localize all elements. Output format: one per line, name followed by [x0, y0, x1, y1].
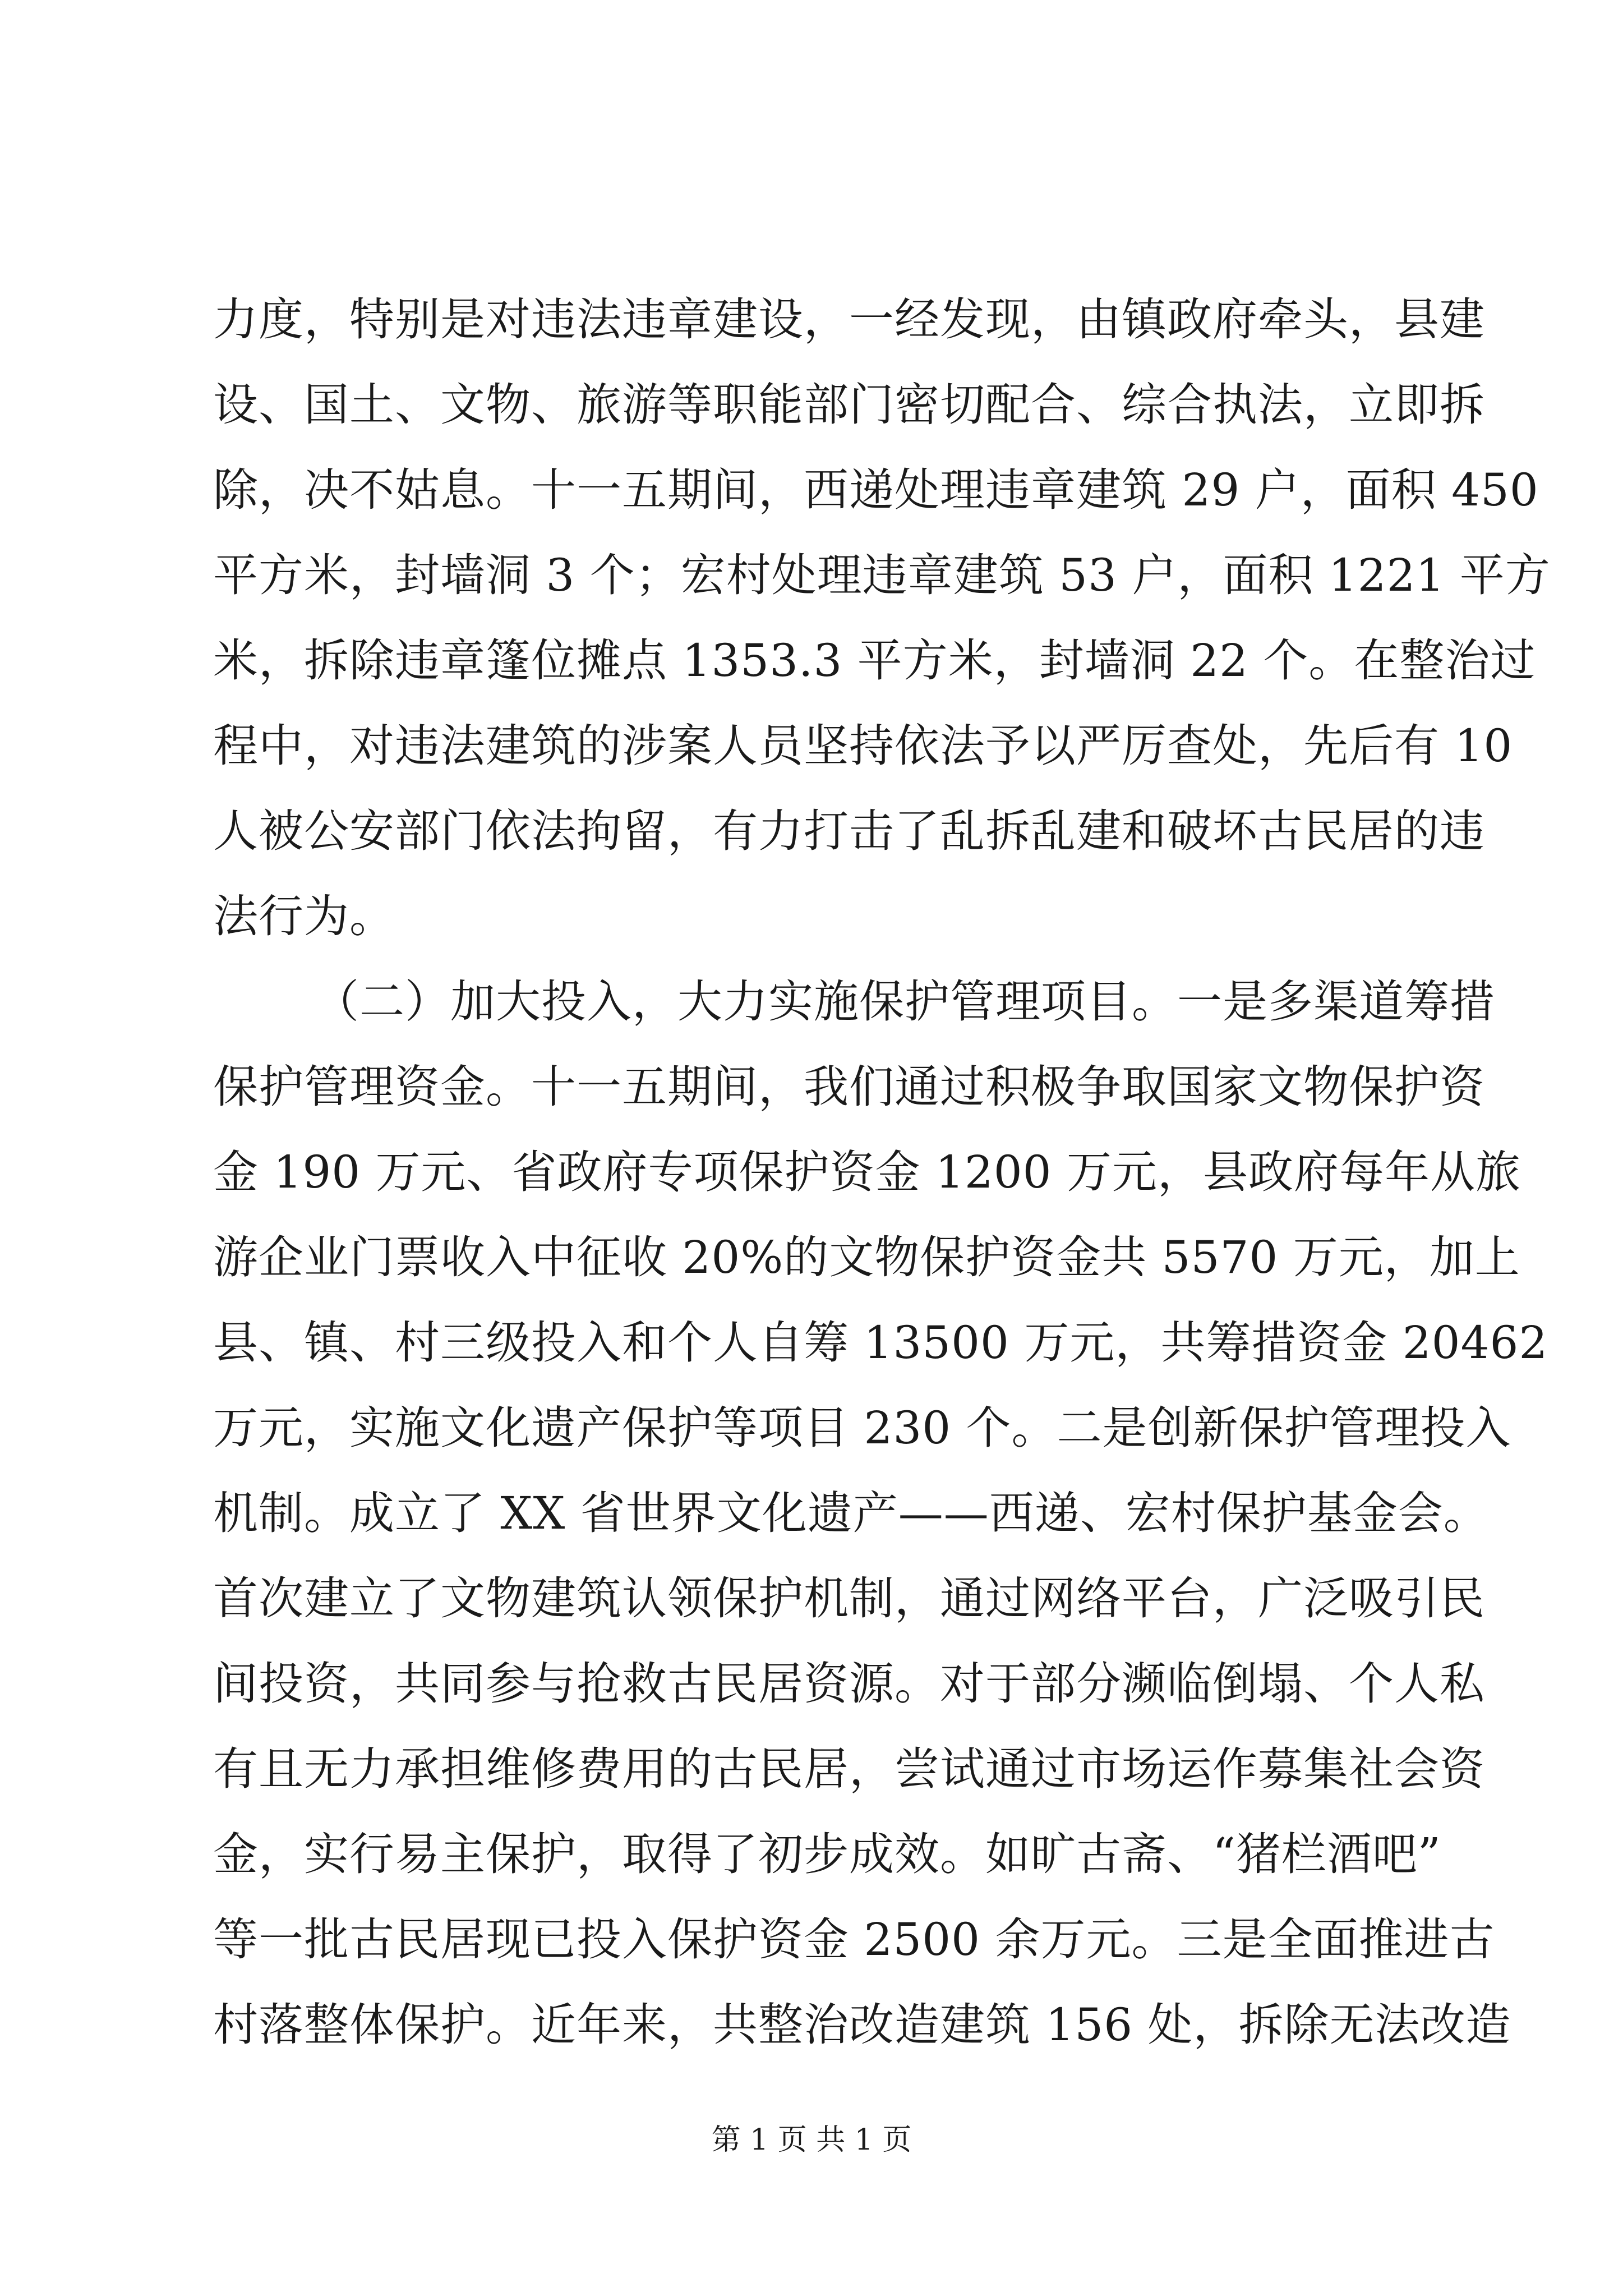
- body-text-line: 首次建立了文物建筑认领保护机制，通过网络平台，广泛吸引民: [213, 1572, 1485, 1625]
- body-text-line: 金 190 万元、省政府专项保护资金 1200 万元，县政府每年从旅: [213, 1146, 1521, 1198]
- section-heading-line: （二）加大投入，大力实施保护管理项目。一是多渠道筹措: [314, 976, 1495, 1028]
- body-text-line: 程中，对违法建筑的涉案人员坚持依法予以严厉查处，先后有 10: [213, 720, 1513, 772]
- page-footer: 第 1 页 共 1 页: [711, 2123, 912, 2157]
- body-text-line: 除，决不姑息。十一五期间，西递处理违章建筑 29 户，面积 450: [213, 464, 1539, 516]
- body-text-line: 力度，特别是对违法违章建设，一经发现，由镇政府牵头，县建: [213, 293, 1485, 346]
- body-text-line: 法行为。: [213, 890, 395, 942]
- body-text-line: 有且无力承担维修费用的古民居，尝试通过市场运作募集社会资: [213, 1743, 1485, 1795]
- body-text-line: 金，实行易主保护，取得了初步成效。如旷古斋、“猪栏酒吧”: [213, 1828, 1441, 1880]
- body-text-line: 间投资，共同参与抢救古民居资源。对于部分濒临倒塌、个人私: [213, 1658, 1485, 1710]
- body-text-line: 等一批古民居现已投入保护资金 2500 余万元。三是全面推进古: [213, 1913, 1495, 1966]
- body-text-line: 保护管理资金。十一五期间，我们通过积极争取国家文物保护资: [213, 1061, 1485, 1113]
- body-text-line: 设、国土、文物、旅游等职能部门密切配合、综合执法，立即拆: [213, 379, 1485, 431]
- body-text-line: 村落整体保护。近年来，共整治改造建筑 156 处，拆除无法改造: [213, 1999, 1511, 2051]
- body-text-line: 机制。成立了 XX 省世界文化遗产——西递、宏村保护基金会。: [213, 1487, 1489, 1539]
- body-text-line: 人被公安部门依法拘留，有力打击了乱拆乱建和破坏古民居的违: [213, 805, 1485, 857]
- body-text-line: 游企业门票收入中征收 20%的文物保护资金共 5570 万元，加上: [213, 1231, 1520, 1283]
- body-text-line: 米，拆除违章篷位摊点 1353.3 平方米，封墙洞 22 个。在整治过: [213, 634, 1536, 687]
- body-text-line: 县、镇、村三级投入和个人自筹 13500 万元，共筹措资金 20462: [213, 1317, 1548, 1369]
- body-text-line: 万元，实施文化遗产保护等项目 230 个。二是创新保护管理投入: [213, 1402, 1511, 1454]
- body-text-line: 平方米，封墙洞 3 个；宏村处理违章建筑 53 户，面积 1221 平方: [213, 549, 1551, 601]
